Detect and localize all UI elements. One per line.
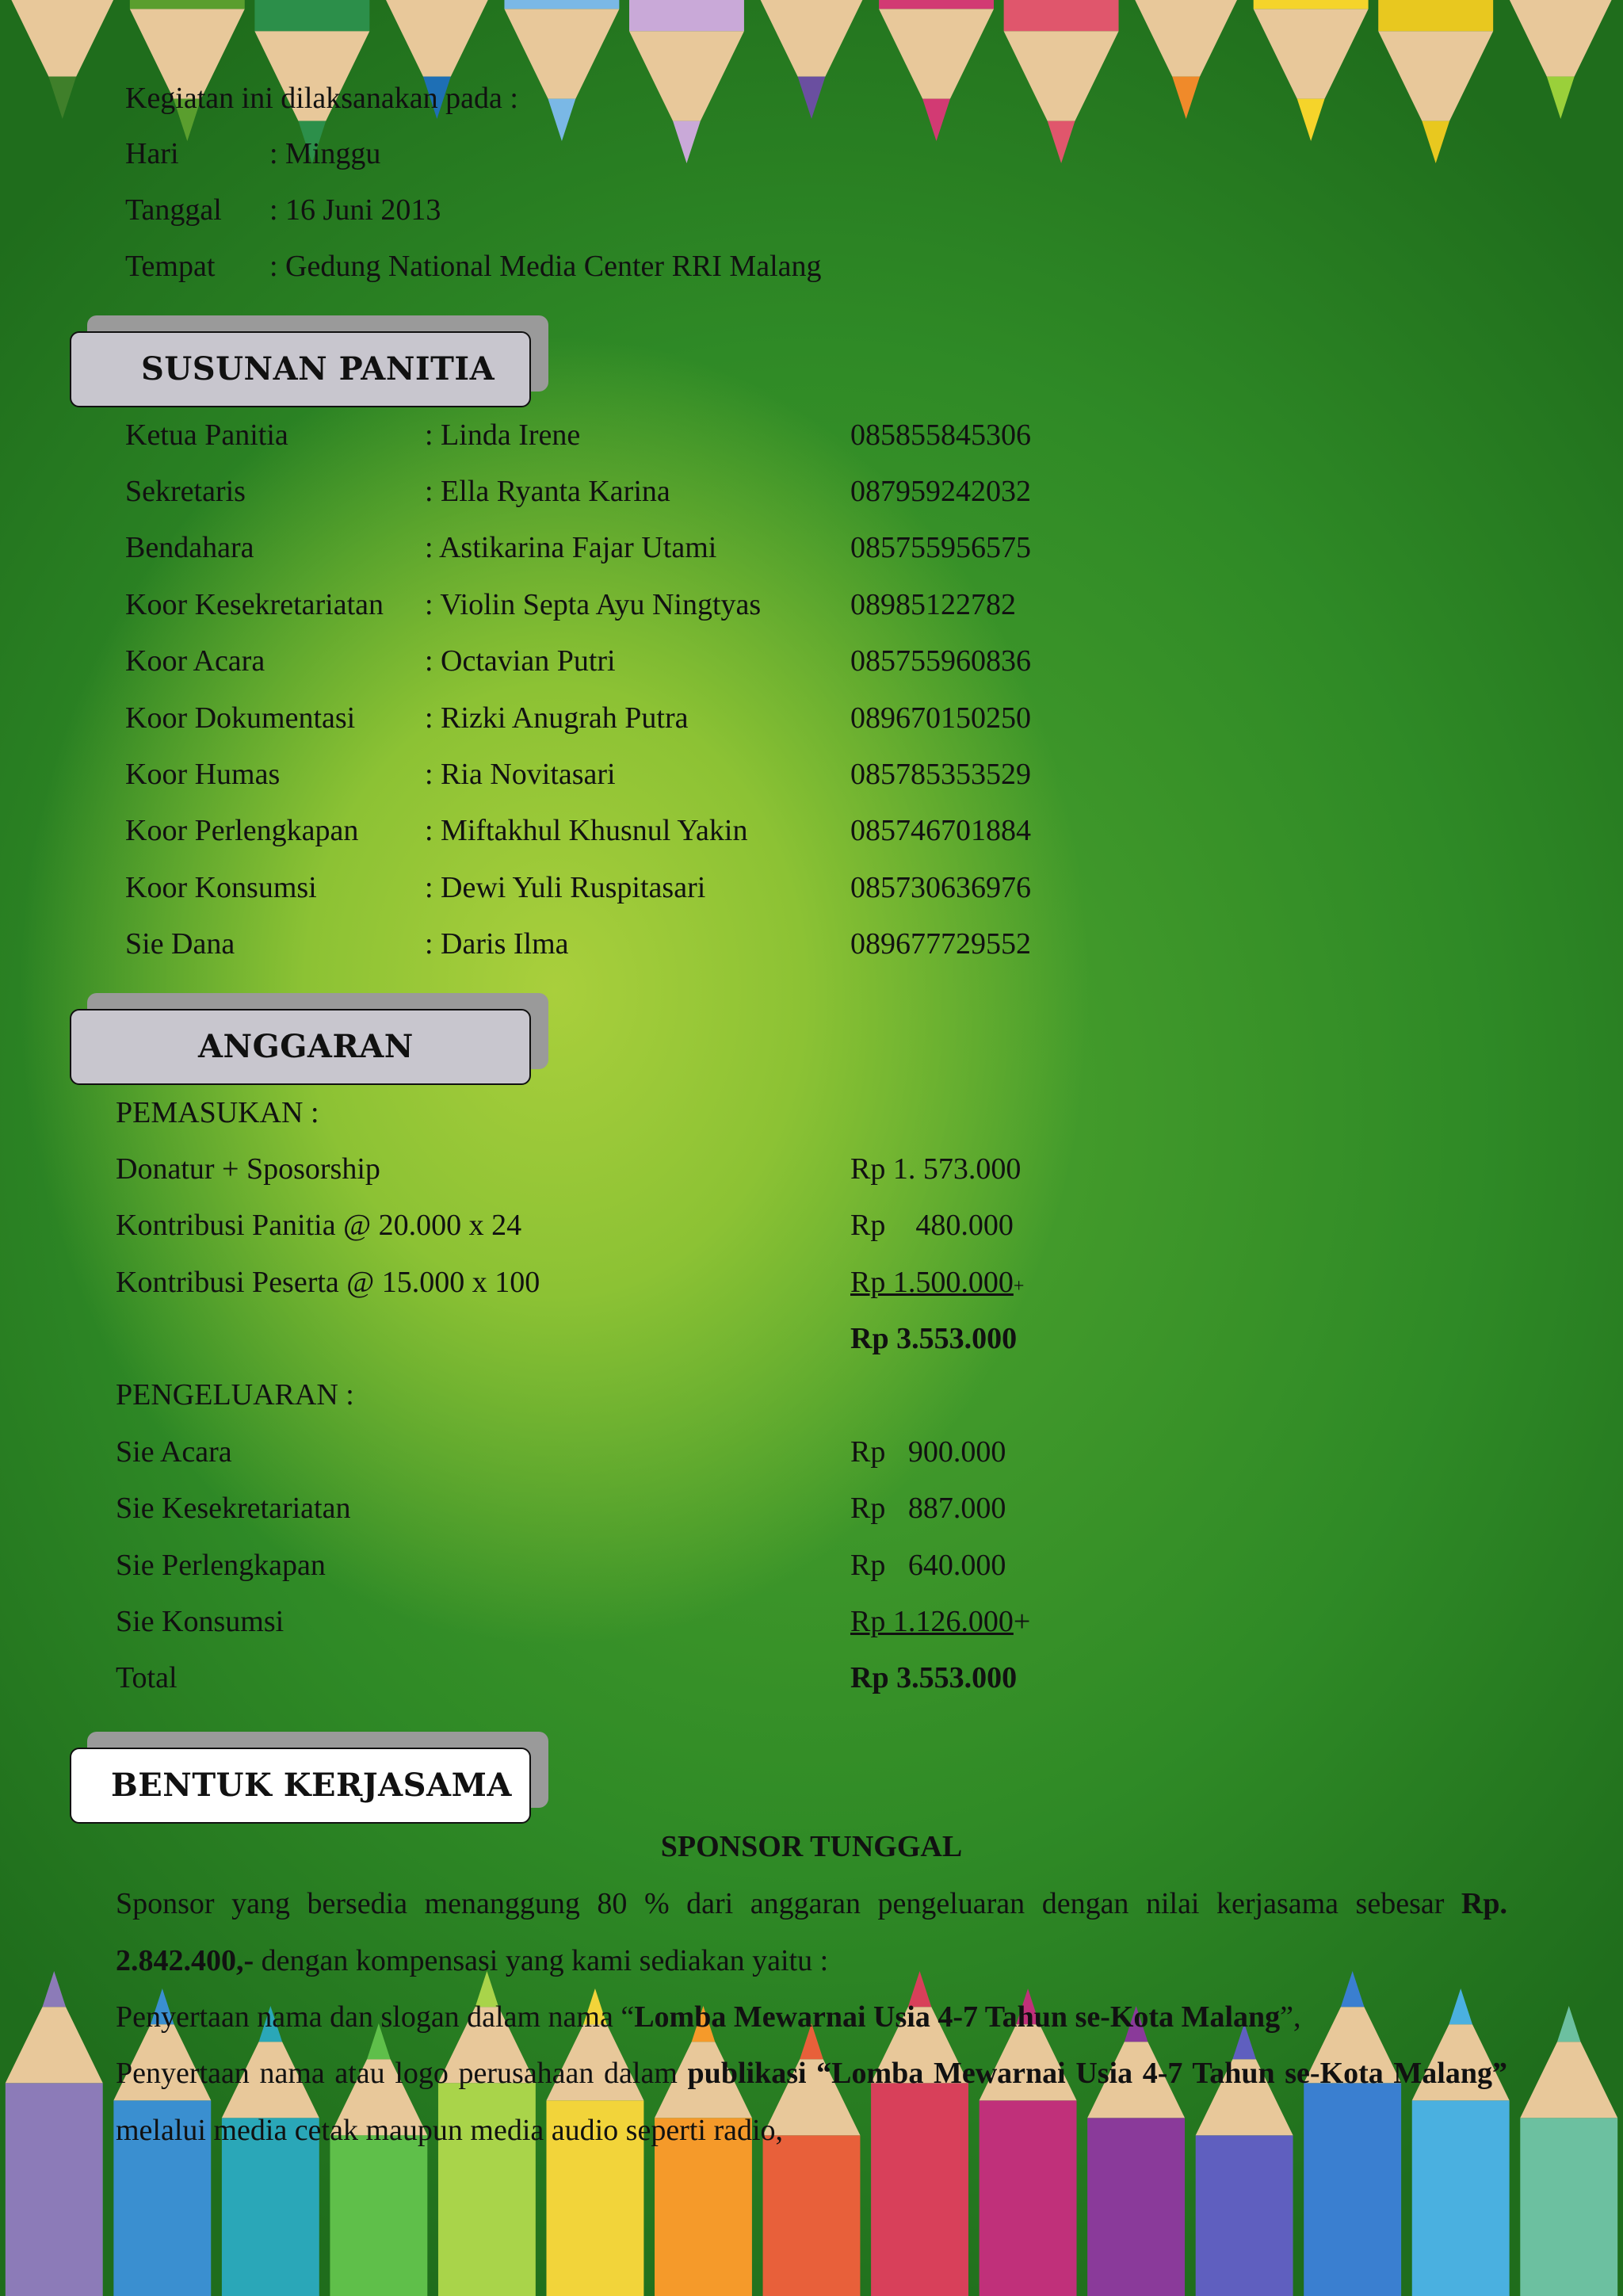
committee-name: : Ella Ryanta Karina xyxy=(425,475,670,508)
cooperation-heading: BENTUK KERJASAMA xyxy=(111,1767,512,1804)
sponsor-subheading: SPONSOR TUNGGAL xyxy=(660,1830,963,1863)
income-amount: Rp 480.000 xyxy=(850,1209,1014,1242)
expense-title: PENGELUARAN : xyxy=(116,1378,354,1412)
total-amount: Rp 3.553.000 xyxy=(850,1661,1018,1694)
sponsor-paragraph xyxy=(116,1875,1507,1989)
pencil-icon xyxy=(754,0,869,119)
committee-role: Sie Dana xyxy=(125,927,235,961)
paragraph-text: ”, xyxy=(1280,2000,1301,2034)
committee-phone: 085855845306 xyxy=(850,418,1031,452)
expense-amount: Rp 640.000 xyxy=(850,1549,1006,1582)
committee-name: : Octavian Putri xyxy=(425,644,616,678)
committee-role: Ketua Panitia xyxy=(125,418,288,452)
compensation-item-2 xyxy=(116,2045,1507,2159)
event-place-label: Tempat xyxy=(125,250,216,283)
committee-phone: 08985122782 xyxy=(850,588,1016,621)
paragraph-text: dengan kompensasi yang kami sediakan yaitu : xyxy=(254,1944,829,1977)
expense-label: Sie Kesekretariatan xyxy=(116,1492,351,1525)
plus-sign: + xyxy=(1013,1276,1025,1297)
pencil-icon xyxy=(1503,0,1618,119)
committee-phone: 087959242032 xyxy=(850,475,1031,508)
pencil-icon xyxy=(1128,0,1243,119)
sponsor-value: Rp. 2.842.400,- xyxy=(116,1887,1507,1977)
income-label: Kontribusi Peserta @ 15.000 x 100 xyxy=(116,1266,540,1299)
expense-label: Sie Acara xyxy=(116,1435,232,1469)
pencil-icon xyxy=(879,0,994,141)
pencil-icon xyxy=(1520,2006,1617,2296)
committee-role: Koor Humas xyxy=(125,758,281,791)
event-place-value: : Gedung National Media Center RRI Malang xyxy=(269,250,822,283)
committee-phone: 085755956575 xyxy=(850,531,1031,564)
committee-name: : Astikarina Fajar Utami xyxy=(425,531,717,564)
income-total: Rp 3.553.000 xyxy=(850,1322,1018,1355)
paragraph-text: Penyertaan nama atau logo perusahaan dalam xyxy=(116,2057,688,2090)
income-title: PEMASUKAN : xyxy=(116,1096,319,1129)
committee-role: Bendahara xyxy=(125,531,254,564)
committee-role: Koor Acara xyxy=(125,644,265,678)
compensation-item-1 xyxy=(116,1988,1507,2046)
committee-phone: 085785353529 xyxy=(850,758,1031,791)
expense-amount-last xyxy=(850,1603,1030,1641)
event-date-value: : 16 Juni 2013 xyxy=(269,193,441,227)
paragraph-text: Penyertaan nama dan slogan dalam nama “ xyxy=(116,2000,635,2034)
event-day-label: Hari xyxy=(125,137,179,170)
expense-amount: Rp 1.126.000 xyxy=(850,1605,1014,1638)
paragraph-text: Sponsor yang bersedia menanggung 80 % dari anggaran pengeluaran dengan nilai kerjasama sebesar xyxy=(116,1887,1461,1920)
event-name: Lomba Mewarnai Usia 4-7 Tahun se-Kota Malang xyxy=(634,2000,1281,2034)
pencil-icon xyxy=(5,0,120,119)
committee-name: : Daris Ilma xyxy=(425,927,569,961)
committee-phone: 089670150250 xyxy=(850,701,1031,735)
committee-phone: 089677729552 xyxy=(850,927,1031,961)
pencil-icon xyxy=(1004,0,1119,163)
budget-heading: ANGGARAN xyxy=(198,1028,414,1065)
plus-sign: + xyxy=(1013,1605,1031,1638)
committee-heading: SUSUNAN PANITIA xyxy=(141,350,495,388)
event-day-value: : Minggu xyxy=(269,137,381,170)
expense-label: Sie Perlengkapan xyxy=(116,1549,326,1582)
committee-name: : Violin Septa Ayu Ningtyas xyxy=(425,588,762,621)
committee-role: Koor Kesekretariatan xyxy=(125,588,384,621)
paragraph-text: melalui media cetak maupun media audio seperti radio, xyxy=(116,2114,784,2147)
income-amount: Rp 1. 573.000 xyxy=(850,1152,1022,1186)
committee-name: : Rizki Anugrah Putra xyxy=(425,701,689,735)
pencil-icon xyxy=(629,0,744,163)
committee-name: : Linda Irene xyxy=(425,418,581,452)
committee-name: : Dewi Yuli Ruspitasari xyxy=(425,871,706,904)
pencil-icon xyxy=(6,1971,103,2296)
committee-phone: 085755960836 xyxy=(850,644,1031,678)
event-publication: publikasi “Lomba Mewarnai Usia 4-7 Tahun se-Kota Malang” xyxy=(687,2057,1507,2090)
expense-amount: Rp 887.000 xyxy=(850,1492,1006,1525)
event-intro: Kegiatan ini dilaksanakan pada : xyxy=(125,82,518,115)
committee-phone: 085730636976 xyxy=(850,871,1031,904)
income-label: Donatur + Sposorship xyxy=(116,1152,380,1186)
committee-name: : Ria Novitasari xyxy=(425,758,616,791)
pencil-icon xyxy=(130,0,245,141)
income-amount: Rp 1.500.000 xyxy=(850,1266,1014,1299)
committee-role: Koor Dokumentasi xyxy=(125,701,356,735)
committee-role: Koor Konsumsi xyxy=(125,871,317,904)
income-label: Kontribusi Panitia @ 20.000 x 24 xyxy=(116,1209,522,1242)
committee-name: : Miftakhul Khusnul Yakin xyxy=(425,814,748,847)
event-date-label: Tanggal xyxy=(125,193,222,227)
expense-label: Sie Konsumsi xyxy=(116,1605,285,1638)
income-amount-last xyxy=(850,1263,1024,1305)
total-label: Total xyxy=(116,1661,178,1694)
pencil-icon xyxy=(1378,0,1493,163)
pencil-icon xyxy=(504,0,619,141)
committee-role: Sekretaris xyxy=(125,475,246,508)
pencil-icon xyxy=(1254,0,1369,141)
expense-amount: Rp 900.000 xyxy=(850,1435,1006,1469)
committee-phone: 085746701884 xyxy=(850,814,1031,847)
committee-role: Koor Perlengkapan xyxy=(125,814,359,847)
